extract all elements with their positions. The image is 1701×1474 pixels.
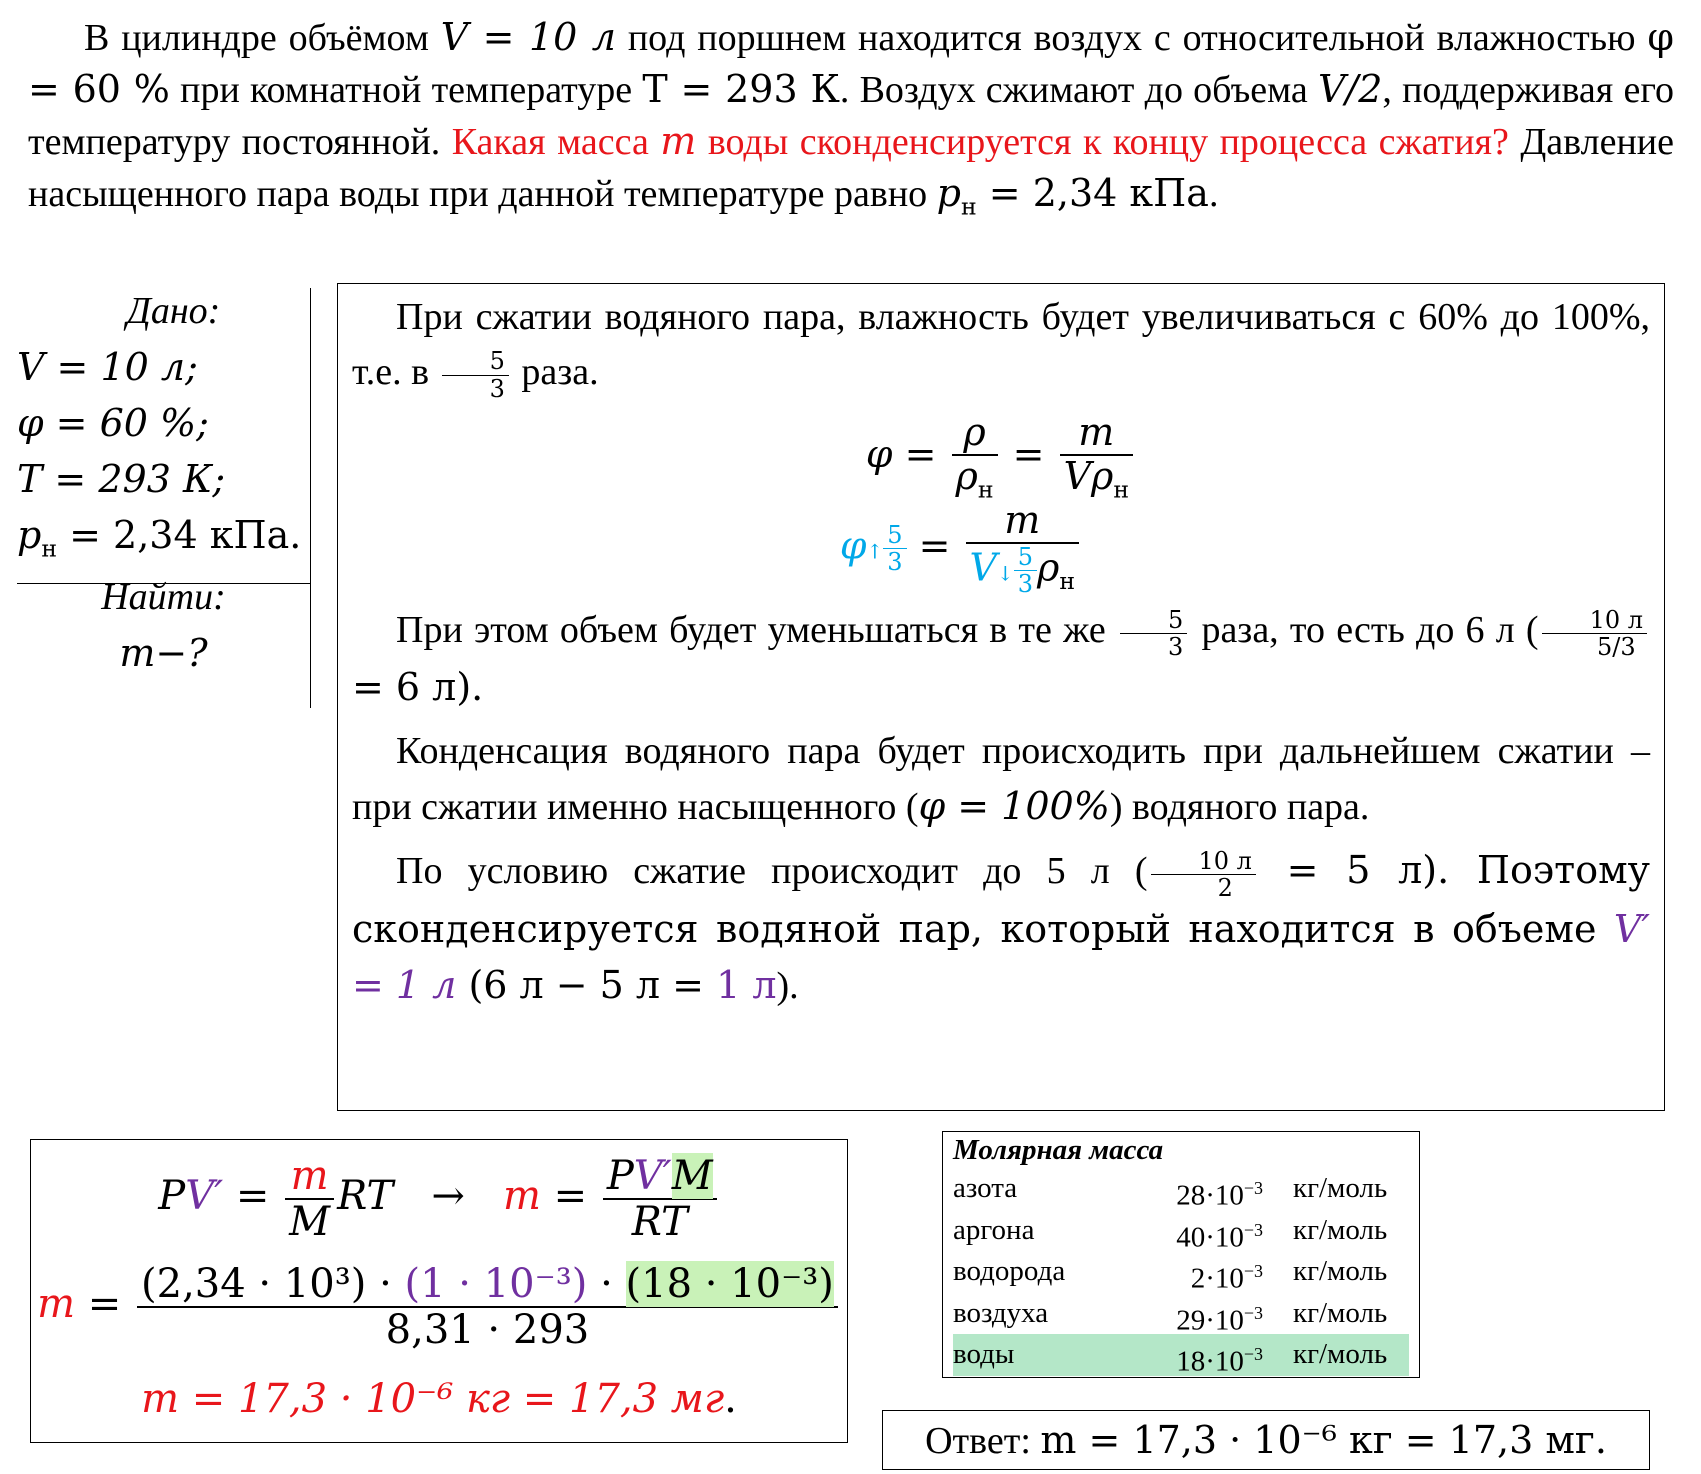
multiply-sign: · [587, 1261, 626, 1307]
problem-text-5: , поддерживая его температуру постоянной. [28, 69, 1674, 163]
molar-value: 40·10 [1176, 1221, 1244, 1254]
molar-value: 28·10 [1176, 1179, 1244, 1212]
formula-box [30, 1139, 848, 1443]
volume-5-denominator: 2 [1217, 874, 1233, 903]
question-mass-symbol: m [660, 119, 697, 163]
ratio-denominator-2: 3 [1167, 632, 1184, 661]
volume-6-denominator: 5/3 [1596, 632, 1636, 661]
substance-name: азота [953, 1172, 1018, 1204]
solution-p2-mid: раза, то есть до 6 л ( [1190, 609, 1539, 652]
ratio-numerator-2: 5 [1120, 607, 1187, 634]
find-title: Найти: [101, 576, 226, 618]
problem-text-7: . [1208, 173, 1219, 215]
saturation-humidity: φ = 100% [918, 784, 1110, 829]
solution-paragraph-4 [352, 843, 1650, 1013]
result-period: . [724, 1376, 737, 1422]
given-temperature: T = 293 К; [17, 457, 226, 501]
clapeyron-equation: PV′ = $\frac{m}{M}$ RT → m = $\frac{PV'M}{RT}$ [31, 1154, 847, 1244]
problem-statement [28, 12, 1674, 233]
given-pressure-value: = 2,34 кПа. [57, 513, 302, 557]
find-mass: m−? [119, 631, 208, 675]
solution-p3-end: ) водяного пара. [1109, 786, 1370, 829]
substance-name: воздуха [953, 1296, 1049, 1329]
volume-value: V = 10 л [440, 15, 616, 59]
table-row [953, 1168, 1409, 1210]
given-pressure: $p_н = 2,34$ кПа. [17, 513, 302, 563]
problem-text-4: . Воздух сжимают до объема [839, 69, 1318, 111]
solution-p3-text: Конденсация водяного пара будет происходить при дальнейшем сжатии – при сжатии именно насыщенного ( [352, 730, 1650, 829]
solution-p4-end: ). [776, 964, 799, 1007]
result-value: m = 17,3 · 10⁻⁶ кг = 17,3 мг [141, 1376, 725, 1422]
solution-p4-mid: = 5 л). Поэтому сконденсируется водяной пар, который находится в объеме [352, 848, 1650, 951]
molar-exponent: −3 [1243, 1219, 1263, 1240]
molar-exponent: −3 [1243, 1344, 1263, 1364]
substance-name: воды [953, 1338, 1015, 1370]
humidity-formula: φ = $\frac{\rho}{\rho_н}$ = $\frac{m}{V\rho_н}$ [352, 412, 1650, 496]
molar-unit: кг/моль [1293, 1172, 1388, 1204]
problem-text-1: В цилиндре объёмом [84, 17, 441, 59]
given-block [17, 283, 310, 681]
molar-value: 18·10 [1176, 1345, 1244, 1378]
problem-text-3: при комнатной температуре [169, 69, 643, 111]
given-divider [17, 583, 310, 584]
solution-paragraph-1 [352, 290, 1650, 402]
question-part-b: воды сконденсируется к концу процесса сжатия? [696, 121, 1509, 163]
volume-6-numerator: 10 л [1542, 607, 1647, 634]
molar-unit: кг/моль [1293, 1296, 1388, 1329]
molar-unit: кг/моль [1293, 1338, 1388, 1370]
molar-exponent: −3 [1243, 1178, 1263, 1198]
condensed-volume: V′ = 1 л [352, 906, 1650, 1007]
solution-p2-text: При этом объем будет уменьшаться в те же [396, 609, 1117, 652]
given-vertical-divider [310, 288, 311, 708]
volume-6-fraction [1542, 607, 1647, 661]
given-volume: V = 10 л; [17, 345, 198, 389]
substitution-equation: m = $\frac{\text{(2,34 · 10³) · (1 · 10⁻³) · (18 · 10⁻³)}}{8,31 \cdot 293}$ [31, 1262, 847, 1352]
humidity-change-formula: φ↑ $\frac{5}{3}$ = m V↓ $\frac{5}{3}$ $\rho_н$ [352, 500, 1650, 596]
half-volume: V/2 [1317, 67, 1383, 111]
molar-table-title: Молярная масса [953, 1134, 1164, 1166]
molar-value: 2·10 [1190, 1262, 1244, 1295]
pressure-substituted: (2,34 · 10³) · [141, 1261, 405, 1307]
molar-exponent: −3 [1243, 1261, 1263, 1281]
pressure-value: $p_н = 2,34$ кПа [936, 171, 1209, 221]
answer-label: Ответ: [925, 1420, 1041, 1462]
solution-box [337, 283, 1665, 1111]
ratio-fraction [442, 348, 509, 402]
molar-mass-table [942, 1131, 1420, 1378]
given-title: Дано: [126, 290, 221, 332]
condensed-volume-result: 1 л [716, 962, 777, 1007]
given-humidity: φ = 60 %; [17, 401, 209, 445]
answer-value: m = 17,3 · 10⁻⁶ кг = 17,3 мг. [1040, 1418, 1607, 1462]
molar-unit: кг/моль [1293, 1255, 1388, 1287]
solution-paragraph-2 [352, 602, 1650, 716]
molar-unit: кг/моль [1293, 1213, 1388, 1246]
volume-5-numerator: 10 л [1151, 848, 1256, 875]
solution-p1-text: При сжатии водяного пара, влажность будет увеличиваться с 60% до 100%, т.е. в [352, 296, 1650, 393]
table-row-highlighted [953, 1334, 1409, 1376]
ratio-numerator: 5 [442, 348, 509, 375]
solution-p2-end: = 6 л). [352, 665, 484, 710]
molar-exponent: −3 [1243, 1302, 1263, 1323]
question-text [452, 121, 1509, 163]
question-part-a: Какая масса [451, 121, 661, 163]
substance-name: водорода [953, 1255, 1066, 1287]
problem-text-2: под поршнем находится воздух с относительной влажностью [615, 17, 1648, 59]
substance-name: аргона [953, 1213, 1035, 1246]
table-row [953, 1251, 1409, 1293]
molar-value: 29·10 [1176, 1304, 1244, 1337]
volume-substituted: (1 · 10⁻³) [404, 1261, 588, 1307]
solution-p1-end: раза. [511, 351, 599, 393]
pressure-number: 2,34 кПа [1032, 171, 1209, 215]
humidity-value: φ = 60 % [28, 15, 1674, 111]
solution-p4-text: По условию сжатие происходит до 5 л ( [396, 850, 1148, 893]
answer-box [882, 1410, 1650, 1470]
molar-mass-substituted: (18 · 10⁻³) [625, 1261, 834, 1307]
ratio-denominator: 3 [489, 374, 505, 403]
table-row [953, 1210, 1409, 1252]
denominator-substituted: 8,31 · 293 [385, 1307, 590, 1353]
result-equation [31, 1376, 847, 1422]
solution-p4-calc: (6 л − 5 л = [456, 962, 717, 1007]
temperature-value: T = 293 К [642, 67, 840, 111]
table-row [953, 1293, 1409, 1335]
problem-text-6: Давление насыщенного пара воды при данной температуре равно [28, 121, 1674, 215]
solution-paragraph-3 [352, 724, 1650, 835]
volume-5-fraction [1151, 848, 1256, 902]
